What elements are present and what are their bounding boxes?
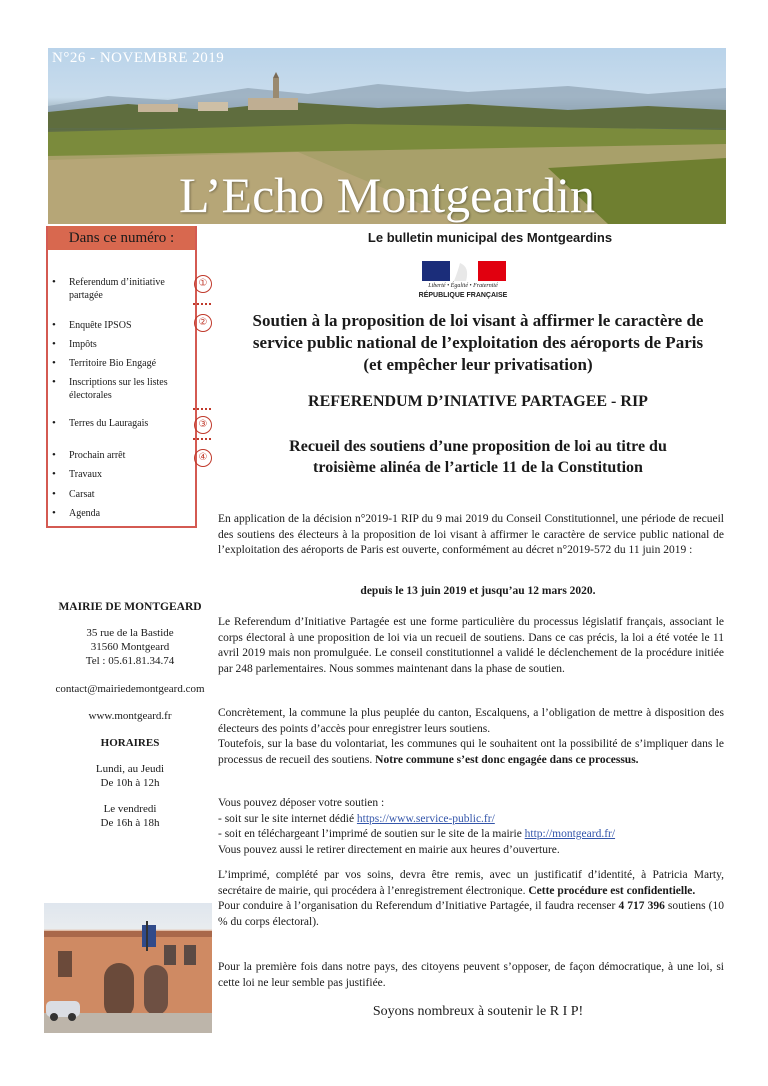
toc-heading: Dans ce numéro : bbox=[48, 226, 195, 250]
mairie-link[interactable]: http://montgeard.fr/ bbox=[524, 828, 616, 840]
toc-item-label: Carsat bbox=[69, 489, 95, 500]
hours-line: De 10h à 12h bbox=[100, 777, 160, 789]
headline-line: Soutien à la proposition de loi visant à affirmer le caractère de bbox=[252, 311, 704, 330]
recueil-heading bbox=[218, 436, 738, 478]
deposit-intro: Vous pouvez déposer votre soutien : bbox=[218, 797, 385, 809]
hours-line: Le vendredi bbox=[103, 803, 157, 815]
toc-item-label: Referendum d’initiative partagée bbox=[69, 277, 165, 301]
commune-paragraph bbox=[218, 706, 724, 768]
commune-text: Concrètement, la commune la plus peuplée du canton, Escalquens, a l’obligation de mettre à disposition des électeurs des points d’accès pour enregistrer leurs soutiens. bbox=[218, 707, 724, 735]
mairie-website[interactable]: www.montgeard.fr bbox=[88, 710, 172, 722]
deposit-retirer: Vous pouvez aussi le retirer directement en mairie aux heures d’ouverture. bbox=[218, 843, 560, 856]
mairie-phone: Tel : 05.61.81.34.74 bbox=[85, 655, 175, 667]
deposit-line bbox=[218, 812, 724, 828]
service-public-link[interactable]: https://www.service-public.fr/ bbox=[356, 812, 495, 825]
section-number: ① bbox=[194, 275, 212, 293]
bulletin-subtitle: Le bulletin municipal des Montgeardins bbox=[367, 230, 613, 245]
mairie-email[interactable]: contact@mairiedemontgeard.com bbox=[55, 683, 205, 695]
rip-paragraph: Le Referendum d’Initiative Partagée est une forme particulière du processus législatif français, associant le corps électoral à une proposition de loi via un recueil de soutiens. Dans ce cas précis, la loi a été votée le 11 avril 2019 mais non promulguée. Le conseil constitutionnel a validé le déclenchement de la procédure initiée par 248 parlementaires. Nous sommes maintenant dans la phase de soutien. bbox=[218, 616, 724, 675]
imprime-text: soutiens (10 % du corps électoral). bbox=[218, 900, 725, 928]
section-number: ④ bbox=[194, 449, 212, 467]
deposit-text: - soit en téléchargeant l’imprimé de soutien sur le site de la mairie bbox=[218, 828, 522, 840]
mairie-name: MAIRIE DE MONTGEARD bbox=[58, 601, 202, 613]
dates-line: depuis le 13 juin 2019 et jusqu’au 12 mars 2020. bbox=[360, 585, 596, 597]
commune-text: Toutefois, sur la base du volontariat, les communes qui le souhaitent ont la possibilité de s’impliquer dans le processus de recueil des soutiens. bbox=[218, 738, 724, 766]
support-count: 4 717 396 bbox=[618, 900, 665, 912]
section-divider bbox=[193, 408, 211, 410]
commune-engaged: Notre commune s’est donc engagée dans ce processus. bbox=[375, 753, 639, 766]
imprime-text: L’imprimé, complété par vos soins, devra être remis, avec un justificatif d’identité, à Patricia Marty, secrétaire de mairie, qui procédera à l’enregistrement électronique. bbox=[218, 869, 724, 897]
recueil-line: troisième alinéa de l’article 11 de la Constitution bbox=[313, 459, 643, 476]
logo-motto: Liberté • Égalité • Fraternité bbox=[428, 283, 498, 289]
toc-item-label: Inscriptions sur les listes électorales bbox=[69, 377, 168, 401]
hours-title: HORAIRES bbox=[100, 737, 160, 749]
imprime-paragraph bbox=[218, 868, 724, 930]
headline bbox=[218, 310, 738, 376]
first-time-paragraph: Pour la première fois dans notre pays, des citoyens peuvent s’opposer, de façon démocratique, à une loi, si cette loi ne leur semble pas justifiée. bbox=[218, 961, 724, 989]
deposit-text: - soit sur le site internet dédié bbox=[218, 812, 355, 825]
header-banner bbox=[48, 48, 726, 224]
toc-item-label: Territoire Bio Engagé bbox=[69, 358, 157, 369]
deposit-line bbox=[218, 827, 724, 843]
intro-paragraph: En application de la décision n°2019-1 RIP du 9 mai 2019 du Conseil Constitutionnel, une période de recueil des soutiens des électeurs à la proposition de loi visant à affirmer le caractère de service public national de l’exploitation des aéroports de Paris est ouverte, conformément au décret n°2019-572 du 11 juin 2019 : bbox=[218, 513, 724, 556]
hours-line: Lundi, au Jeudi bbox=[95, 763, 165, 775]
toc-item-label: Agenda bbox=[69, 508, 101, 519]
toc-item-label: Enquête IPSOS bbox=[69, 320, 132, 331]
imprime-text: Pour conduire à l’organisation du Referendum d’Initiative Partagée, il faudra recenser bbox=[218, 900, 616, 912]
section-divider bbox=[193, 303, 211, 305]
republique-francaise-logo bbox=[420, 261, 506, 305]
closing-line: Soyons nombreux à soutenir le R I P! bbox=[372, 1004, 584, 1019]
section-number: ③ bbox=[194, 416, 212, 434]
table-of-contents: Dans ce numéro : • Referendum d’initiative partagée • Enquête IPSOS • Impôts • Territoire Bio Engagé • Inscriptions sur les listes électorales • Terres du Lauragais • Prochain arrêt • Travaux • Carsat • Agenda bbox=[46, 226, 197, 528]
headline-line: service public national de l’exploitation des aéroports de Paris bbox=[252, 333, 704, 352]
toc-item-label: Prochain arrêt bbox=[69, 450, 126, 461]
section-number: ② bbox=[194, 314, 212, 332]
recueil-line: Recueil des soutiens d’une proposition de loi au titre du bbox=[289, 438, 667, 455]
deposit-paragraph bbox=[218, 796, 724, 858]
hours-line: De 16h à 18h bbox=[100, 817, 160, 829]
rip-title: REFERENDUM D’INIATIVE PARTAGEE - RIP bbox=[308, 393, 648, 410]
imprime-confidential: Cette procédure est confidentielle. bbox=[528, 884, 696, 897]
toc-item-label: Terres du Lauragais bbox=[69, 418, 149, 429]
logo-label: RÉPUBLIQUE FRANÇAISE bbox=[418, 292, 508, 299]
section-divider bbox=[193, 438, 211, 440]
toc-item-label: Travaux bbox=[69, 469, 102, 480]
issue-label: N°26 - NOVEMBRE 2019 bbox=[52, 50, 225, 66]
town-hall-photo bbox=[44, 903, 212, 1033]
mairie-address-line: 35 rue de la Bastide bbox=[86, 627, 174, 639]
mairie-address-line: 31560 Montgeard bbox=[90, 641, 170, 653]
newsletter-title: L’Echo Montgeardin bbox=[178, 167, 596, 223]
toc-item-label: Impôts bbox=[69, 339, 97, 350]
headline-line: (et empêcher leur privatisation) bbox=[363, 355, 593, 374]
